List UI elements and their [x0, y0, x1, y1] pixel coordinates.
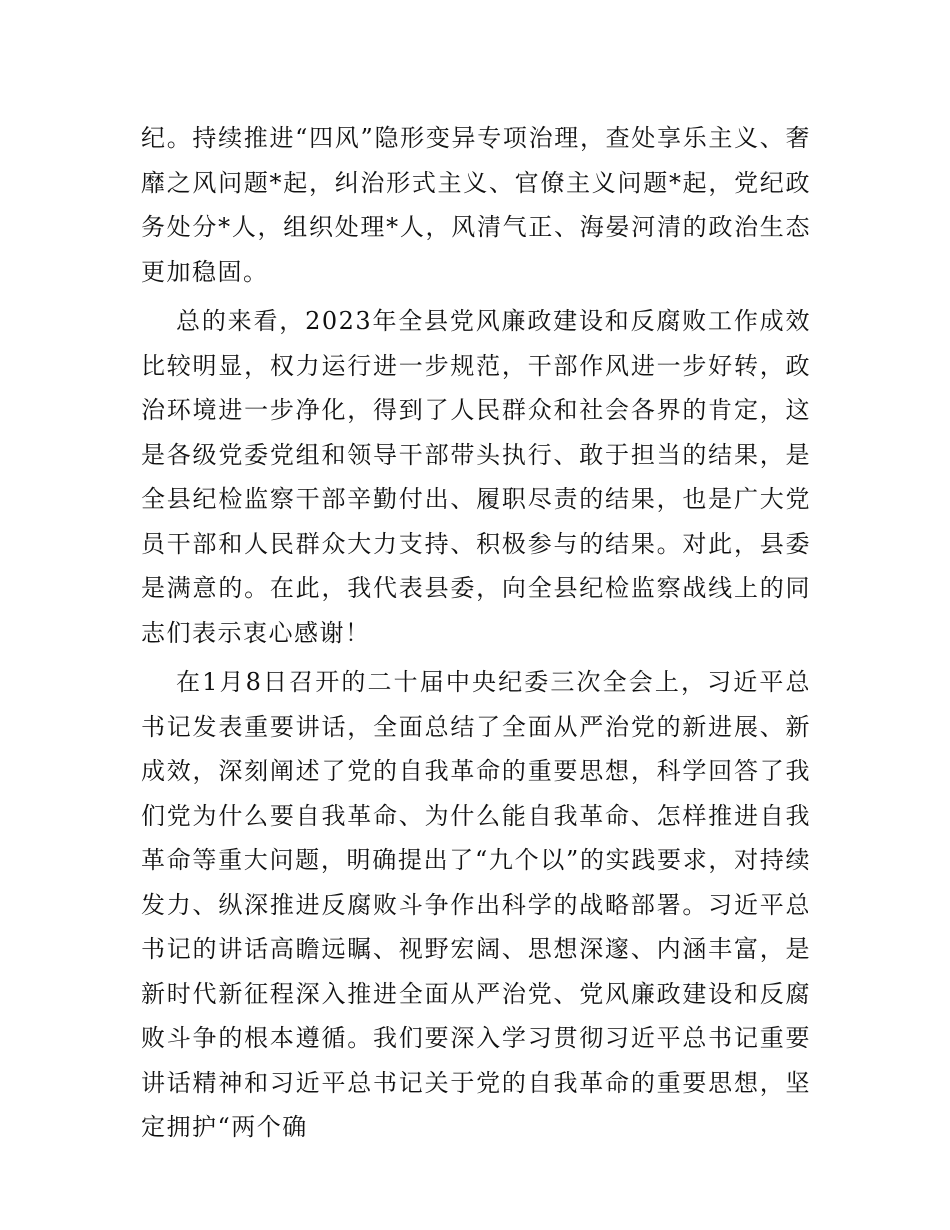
paragraph-continuation: 纪。持续推进“四风”隐形变异专项治理，查处享乐主义、奢靡之风问题*起，纠治形式主义、官僚主义问题*起，党纪政务处分*人，组织处理*人，风清气正、海晏河清的政治生态更加稳固。	[141, 124, 811, 286]
paragraph-speech: 在1月8日召开的二十届中央纪委三次全会上，习近平总书记发表重要讲话，全面总结了全面从严治党的新进展、新成效，深刻阐述了党的自我革命的重要思想，科学回答了我们党为什么要自我革命、为什么能自我革命、怎样推进自我革命等重大问题，明确提出了“九个以”的实践要求，对持续发力、纵深推进反腐败斗争作出科学的战略部署。习近平总书记的讲话高瞻远瞩、视野宏阔、思想深邃、内涵丰富，是新时代新征程深入推进全面从严治党、党风廉政建设和反腐败斗争的根本遵循。我们要深入学习贯彻习近平总书记重要讲话精神和习近平总书记关于党的自我革命的重要思想，坚定拥护“两个确	[141, 668, 811, 1141]
paragraph-summary: 总的来看，2023年全县党风廉政建设和反腐败工作成效比较明显，权力运行进一步规范，干部作风进一步好转，政治环境进一步净化，得到了人民群众和社会各界的肯定，这是各级党委党组和领导干部带头执行、敢于担当的结果，是全县纪检监察干部辛勤付出、履职尽责的结果，也是广大党员干部和人民群众大力支持、积极参与的结果。对此，县委是满意的。在此，我代表县委，向全县纪检监察战线上的同志们表示衷心感谢！	[141, 307, 811, 647]
document-body	[141, 116, 811, 1155]
